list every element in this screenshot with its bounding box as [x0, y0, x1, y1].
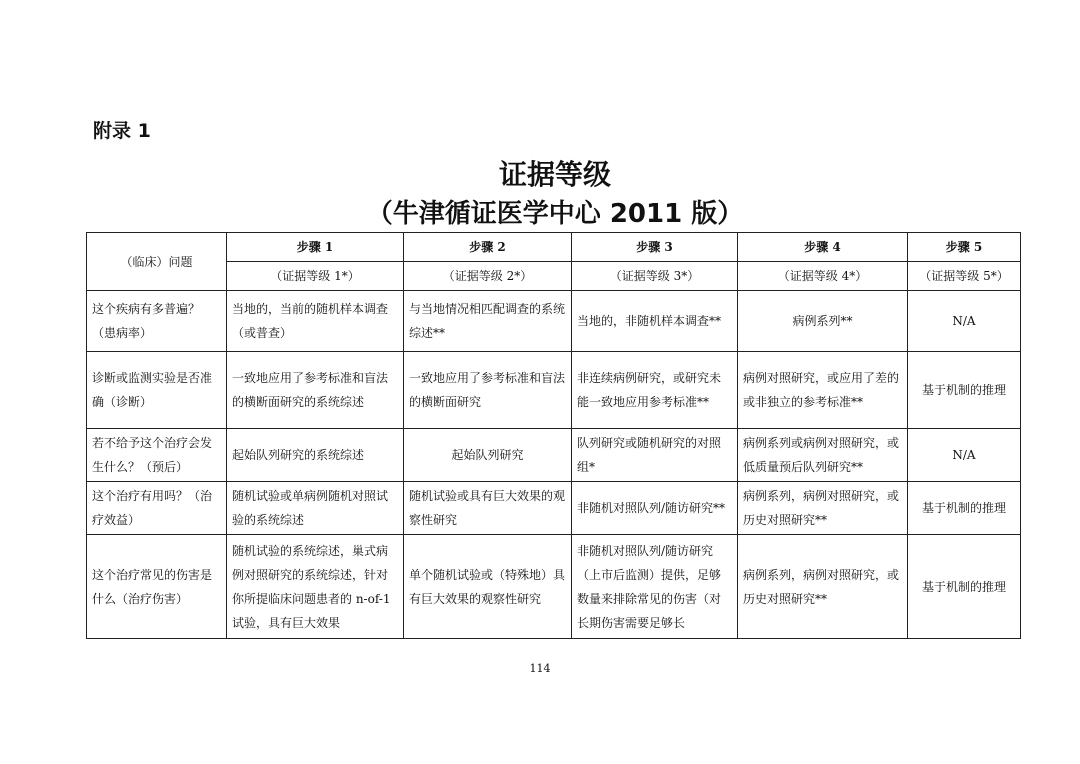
table-cell: 起始队列研究	[404, 429, 572, 482]
step-2-header: 步骤 2	[404, 233, 572, 262]
header-row-levels	[87, 262, 1021, 291]
row-question: 若不给予这个治疗会发生什么？（预后）	[87, 429, 227, 482]
row-question: 诊断或监测实验是否准确（诊断）	[87, 352, 227, 429]
row-question: 这个治疗常见的伤害是什么（治疗伤害）	[87, 535, 227, 639]
step-3-level: （证据等级 3*）	[572, 262, 738, 291]
table-cell: 非随机对照队列/随访研究（上市后监测）提供，足够数量来排除常见的伤害（对长期伤害需要足够长	[572, 535, 738, 639]
table-cell: 与当地情况相匹配调查的系统综述**	[404, 291, 572, 352]
table-cell: 队列研究或随机研究的对照组*	[572, 429, 738, 482]
table-cell: 单个随机试验或（特殊地）具有巨大效果的观察性研究	[404, 535, 572, 639]
table-cell: 基于机制的推理	[908, 535, 1021, 639]
table-cell: 当地的，当前的随机样本调查（或普查）	[227, 291, 404, 352]
table-cell: 病例系列，病例对照研究，或历史对照研究**	[738, 482, 908, 535]
table-cell: 病例系列或病例对照研究，或低质量预后队列研究**	[738, 429, 908, 482]
question-header: （临床）问题	[87, 233, 227, 291]
row-question: 这个疾病有多普遍？（患病率）	[87, 291, 227, 352]
step-1-header: 步骤 1	[227, 233, 404, 262]
table-cell: 非随机对照队列/随访研究**	[572, 482, 738, 535]
step-5-header: 步骤 5	[908, 233, 1021, 262]
step-4-level: （证据等级 4*）	[738, 262, 908, 291]
table-cell: 病例系列**	[738, 291, 908, 352]
appendix-label: 附录 1	[93, 120, 151, 142]
table-cell: 随机试验或具有巨大效果的观察性研究	[404, 482, 572, 535]
step-4-header: 步骤 4	[738, 233, 908, 262]
evidence-level-table	[86, 232, 1021, 639]
table-cell: N/A	[908, 291, 1021, 352]
step-1-level: （证据等级 1*）	[227, 262, 404, 291]
table-cell: 基于机制的推理	[908, 482, 1021, 535]
table-cell: 病例对照研究，或应用了差的或非独立的参考标准**	[738, 352, 908, 429]
table-cell: 非连续病例研究，或研究未能一致地应用参考标准**	[572, 352, 738, 429]
document-subtitle: （牛津循证医学中心 2011 版）	[366, 199, 744, 229]
table-cell: 随机试验或单病例随机对照试验的系统综述	[227, 482, 404, 535]
table-cell: 起始队列研究的系统综述	[227, 429, 404, 482]
table-row	[87, 291, 1021, 352]
table-row	[87, 482, 1021, 535]
table-cell: N/A	[908, 429, 1021, 482]
document-title: 证据等级	[498, 158, 611, 191]
table-row	[87, 429, 1021, 482]
header-row-steps	[87, 233, 1021, 262]
step-3-header: 步骤 3	[572, 233, 738, 262]
step-5-level: （证据等级 5*）	[908, 262, 1021, 291]
table-row	[87, 352, 1021, 429]
table-cell: 随机试验的系统综述，巢式病例对照研究的系统综述，针对你所提临床问题患者的 n-of-1 试验，具有巨大效果	[227, 535, 404, 639]
page-number: 114	[529, 662, 551, 675]
table-row	[87, 535, 1021, 639]
step-2-level: （证据等级 2*）	[404, 262, 572, 291]
table-cell: 一致地应用了参考标准和盲法的横断面研究	[404, 352, 572, 429]
table-cell: 基于机制的推理	[908, 352, 1021, 429]
table-cell: 当地的，非随机样本调查**	[572, 291, 738, 352]
table-cell: 病例系列，病例对照研究，或历史对照研究**	[738, 535, 908, 639]
row-question: 这个治疗有用吗？（治疗效益）	[87, 482, 227, 535]
table-cell: 一致地应用了参考标准和盲法的横断面研究的系统综述	[227, 352, 404, 429]
